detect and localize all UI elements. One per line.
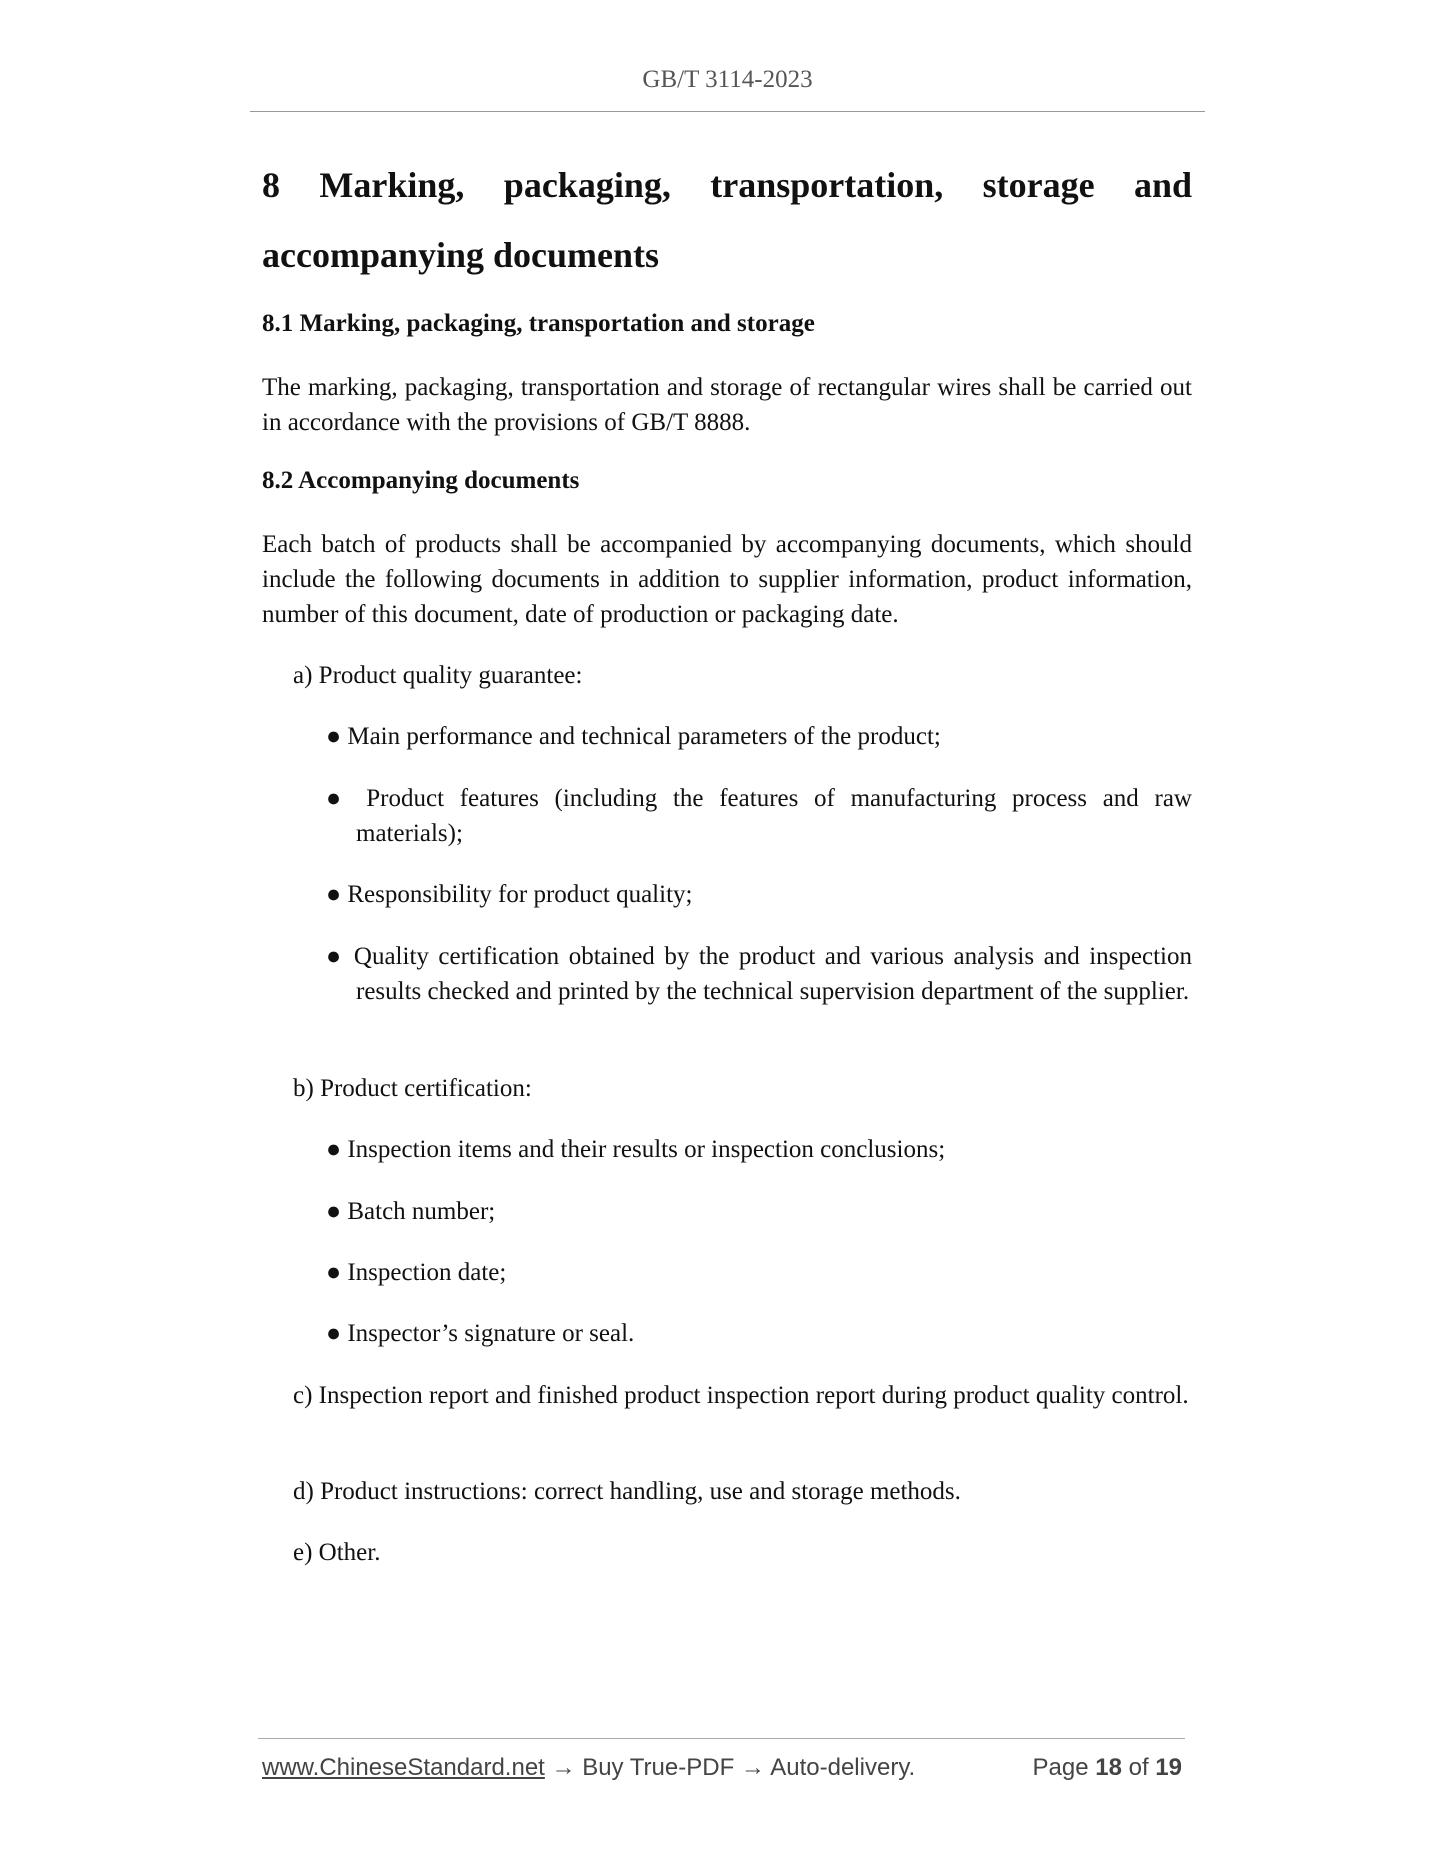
list-b-bullet-4: ● Inspector’s signature or seal. — [326, 1320, 635, 1347]
section-8-heading-line2: accompanying documents — [262, 235, 660, 275]
footer — [262, 1754, 1182, 1790]
footer-arrow-2: → — [740, 1754, 765, 1781]
list-b-bullet-2: ● Batch number; — [326, 1198, 496, 1225]
header-doc-id: GB/T 3114-2023 — [642, 66, 813, 93]
header-divider — [250, 111, 1205, 112]
list-a-bullet-2: ● Product features (including the features of manufacturing process and raw materials); — [326, 785, 1192, 847]
footer-divider — [258, 1738, 1185, 1739]
list-b-bullet-1: ● Inspection items and their results or inspection conclusions; — [326, 1136, 946, 1163]
footer-arrow-1: → — [551, 1754, 576, 1781]
list-item-d: d) Product instructions: correct handling, use and storage methods. — [293, 1478, 961, 1505]
list-item-a: a) Product quality guarantee: — [293, 662, 583, 689]
page-current: 18 — [1095, 1754, 1122, 1781]
list-a-bullet-1: ● Main performance and technical parameters of the product; — [326, 723, 941, 750]
page-total: 19 — [1155, 1754, 1182, 1781]
list-item-b: b) Product certification: — [293, 1075, 532, 1102]
section-8-heading — [262, 150, 1192, 290]
section-8-2-paragraph: Each batch of products shall be accompanied by accompanying documents, which should include the following documents in addition to supplier information, product information, number of this document, date of production or packaging date. — [262, 531, 1192, 628]
section-8-2-heading: 8.2 Accompanying documents — [262, 467, 580, 494]
section-8-1-heading: 8.1 Marking, packaging, transportation and storage — [262, 310, 815, 337]
page-indicator: Page 18 of 19 — [1032, 1754, 1182, 1781]
footer-delivery: Auto-delivery. — [770, 1754, 916, 1781]
list-a-bullet-3: ● Responsibility for product quality; — [326, 881, 693, 908]
footer-site-link[interactable]: www.ChineseStandard.net — [262, 1754, 545, 1781]
list-b-bullet-3: ● Inspection date; — [326, 1259, 507, 1286]
list-item-e: e) Other. — [293, 1539, 381, 1566]
section-8-heading-line1: 8 Marking, packaging, transportation, storage and — [262, 165, 1193, 205]
section-8-1-paragraph: The marking, packaging, transportation and storage of rectangular wires shall be carried out in accordance with the provisions of GB/T 8888. — [262, 374, 1192, 436]
list-item-c: c) Inspection report and finished product inspection report during product quality control. — [293, 1382, 1189, 1409]
list-a-bullet-4: ● Quality certification obtained by the product and various analysis and inspection results checked and printed by the technical supervision department of the supplier. — [326, 943, 1192, 1005]
footer-buy-link: Buy True-PDF — [582, 1754, 735, 1781]
content — [262, 150, 1192, 290]
